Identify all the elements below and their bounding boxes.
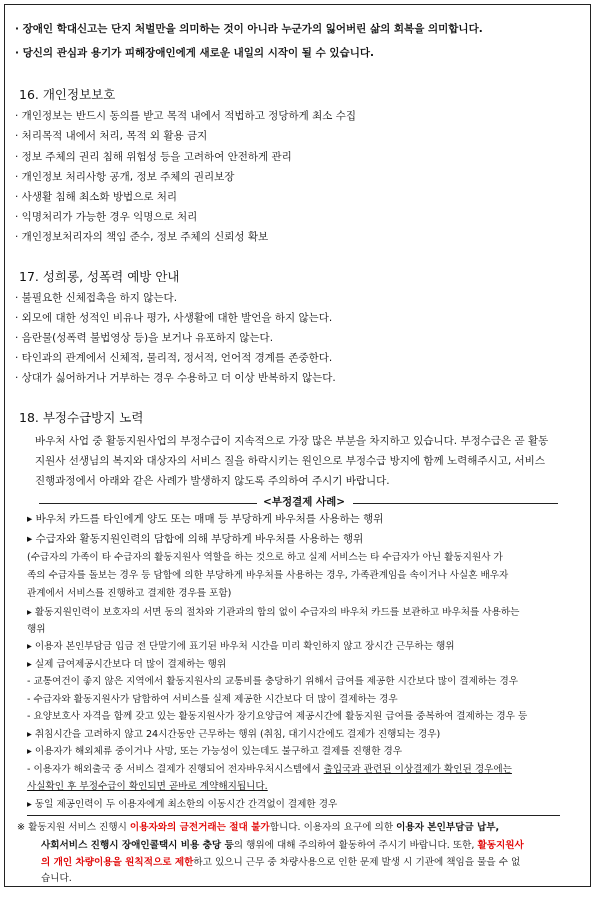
note-line-4: 습니다.: [41, 873, 72, 884]
s16-item: · 처리목적 내에서 처리, 목적 외 활용 금지: [15, 130, 208, 142]
note-text: 하고 있으니 근무 중 차량사용으로 인한 문제 발생 시 기관에 책임을 물을 수 없: [193, 857, 521, 868]
s18-paragraph-line: 바우처 사업 중 활동지원사업의 부정수급이 지속적으로 가장 많은 부분을 차지하고 있습니다. 부정수급은 곧 활동: [35, 435, 549, 447]
s17-item: · 상대가 싫어하거나 거부하는 경우 수용하고 더 이상 반복하지 않는다.: [15, 372, 336, 384]
case-line: ▸ 수급자와 활동지원인력의 담합에 의해 부당하게 바우처를 사용하는 행위: [27, 533, 364, 545]
case-line: [27, 763, 512, 776]
s17-item: · 타인과의 관계에서 신체적, 물리적, 정서적, 언어적 경계를 존중한다.: [15, 352, 333, 364]
case-line: ▸ 바우처 카드를 타인에게 양도 또는 매매 등 부당하게 바우처를 사용하는 행위: [27, 513, 384, 525]
note-line-1: [17, 821, 499, 834]
section-18-title: 18. 부정수급방지 노력: [19, 410, 144, 425]
case-line: ▸ 취침시간을 고려하지 않고 24시간동안 근무하는 행위 (취침, 대기시간에도 결제가 진행되는 경우): [27, 729, 441, 740]
intro-line-1: · 장애인 학대신고는 단지 처벌만을 의미하는 것이 아니라 누군가의 잃어버린 삶의 회복을 의미합니다.: [15, 23, 483, 35]
note-red: 의 개인 차량이용을 원칙적으로 제한: [41, 857, 194, 868]
note-text: ※ 활동지원 서비스 진행시: [17, 822, 130, 833]
s17-item: · 불필요한 신체접촉을 하지 않는다.: [15, 292, 178, 304]
s16-item: · 정보 주체의 권리 침해 위험성 등을 고려하여 안전하게 관리: [15, 151, 292, 163]
note-red: 이용자와의 금전거래는 절대 불가: [129, 822, 270, 833]
note-line-3: [41, 856, 520, 869]
note-text: 합니다. 이용자의 요구에 의한: [269, 822, 397, 833]
case-line: 사실확인 후 부정수급이 확인되면 곧바로 계약해지됩니다.: [27, 781, 268, 792]
s16-item: · 익명처리가 가능한 경우 익명으로 처리: [15, 211, 198, 223]
case-line: 관계에서 서비스를 진행하고 결제한 경우를 포함): [27, 588, 232, 599]
case-line: 족의 수급자를 돌보는 경우 등 담합에 의한 부당하게 바우처를 사용하는 경우, 가족관계임을 속이거나 사실혼 배우자: [27, 570, 509, 581]
s16-item: · 사생활 침해 최소화 방법으로 처리: [15, 191, 178, 203]
section-16-title: 16. 개인정보보호: [19, 87, 116, 102]
divider-bottom: [27, 815, 560, 816]
case-line: ▸ 활동지원인력이 보호자의 서면 동의 절차와 기관과의 합의 없이 수급자의 바우처 카드를 보관하고 바우처를 사용하는: [27, 607, 520, 618]
cases-title: <부정결제 사례>: [263, 496, 346, 508]
s16-item: · 개인정보 처리사항 공개, 정보 주체의 권리보장: [15, 171, 235, 183]
case-15-underlined: 출입국과 관련된 이상결제가 확인된 경우에는: [323, 764, 512, 775]
s17-item: · 외모에 대한 성적인 비유나 평가, 사생활에 대한 발언을 하지 않는다.: [15, 312, 333, 324]
intro-line-2: · 당신의 관심과 용기가 피해장애인에게 새로운 내일의 시작이 될 수 있습니다.: [15, 47, 374, 59]
s16-item: · 개인정보처리자의 책임 준수, 정보 주체의 신뢰성 확보: [15, 231, 269, 243]
divider-left: [39, 503, 257, 504]
s17-item: · 음란물(성폭력 불법영상 등)을 보거나 유포하지 않는다.: [15, 332, 274, 344]
note-text: 의 행위에 대해 주의하여 활동하여 주시기 바랍니다. 또한,: [233, 840, 478, 851]
divider-right: [353, 503, 558, 504]
note-line-2: [41, 839, 524, 852]
s16-item: · 개인정보는 반드시 동의를 받고 목적 내에서 적법하고 정당하게 최소 수집: [15, 110, 357, 122]
s18-paragraph-line: 지원사 선생님의 복지와 대상자의 서비스 질을 하락시키는 원인으로 부정수급 방지에 함께 노력해주시고, 서비스: [35, 455, 545, 467]
note-bold: 이용자 본인부담금 납부,: [396, 822, 500, 833]
case-line: - 수급자와 활동지원사가 담합하여 서비스를 실제 제공한 시간보다 더 많이 결제하는 경우: [27, 694, 398, 705]
case-line: - 교통여건이 좋지 않은 지역에서 활동지원사의 교통비를 충당하기 위해서 급여를 제공한 시간보다 많이 결제하는 경우: [27, 676, 518, 687]
s18-paragraph-line: 진행과정에서 아래와 같은 사례가 발생하지 않도록 주의하여 주시기 바랍니다.: [35, 475, 390, 487]
case-15-head: - 이용자가 해외출국 중 서비스 결제가 진행되어 전자바우처시스템에서: [27, 764, 324, 775]
note-bold: 사회서비스 진행시 장애인콜택시 비용 충당 등: [41, 840, 234, 851]
case-line: 행위: [27, 624, 46, 635]
document-page: [4, 4, 591, 887]
case-line: ▸ 동일 제공인력이 두 이용자에게 최소한의 이동시간 간격없이 결제한 경우: [27, 799, 338, 810]
case-line: ▸ 이용자 본인부담금 입금 전 단말기에 표기된 바우처 시간을 미리 확인하지 않고 장시간 근무하는 행위: [27, 641, 455, 652]
case-line: ▸ 이용자가 해외체류 중이거나 사망, 또는 가능성이 있는데도 불구하고 결제를 진행한 경우: [27, 746, 403, 757]
section-17-title: 17. 성희롱, 성폭력 예방 안내: [19, 269, 180, 284]
case-line: (수급자의 가족이 타 수급자의 활동지원사 역할을 하는 것으로 하고 실제 서비스는 타 수급자가 아닌 활동지원사 가: [27, 552, 503, 563]
case-line: ▸ 실제 급여제공시간보다 더 많이 결제하는 행위: [27, 659, 227, 670]
note-red: 활동지원사: [477, 840, 524, 851]
case-line: - 요양보호사 자격을 함께 갖고 있는 활동지원사가 장기요양급여 제공시간에 활동지원 급여를 중복하여 결제하는 경우 등: [27, 711, 528, 722]
